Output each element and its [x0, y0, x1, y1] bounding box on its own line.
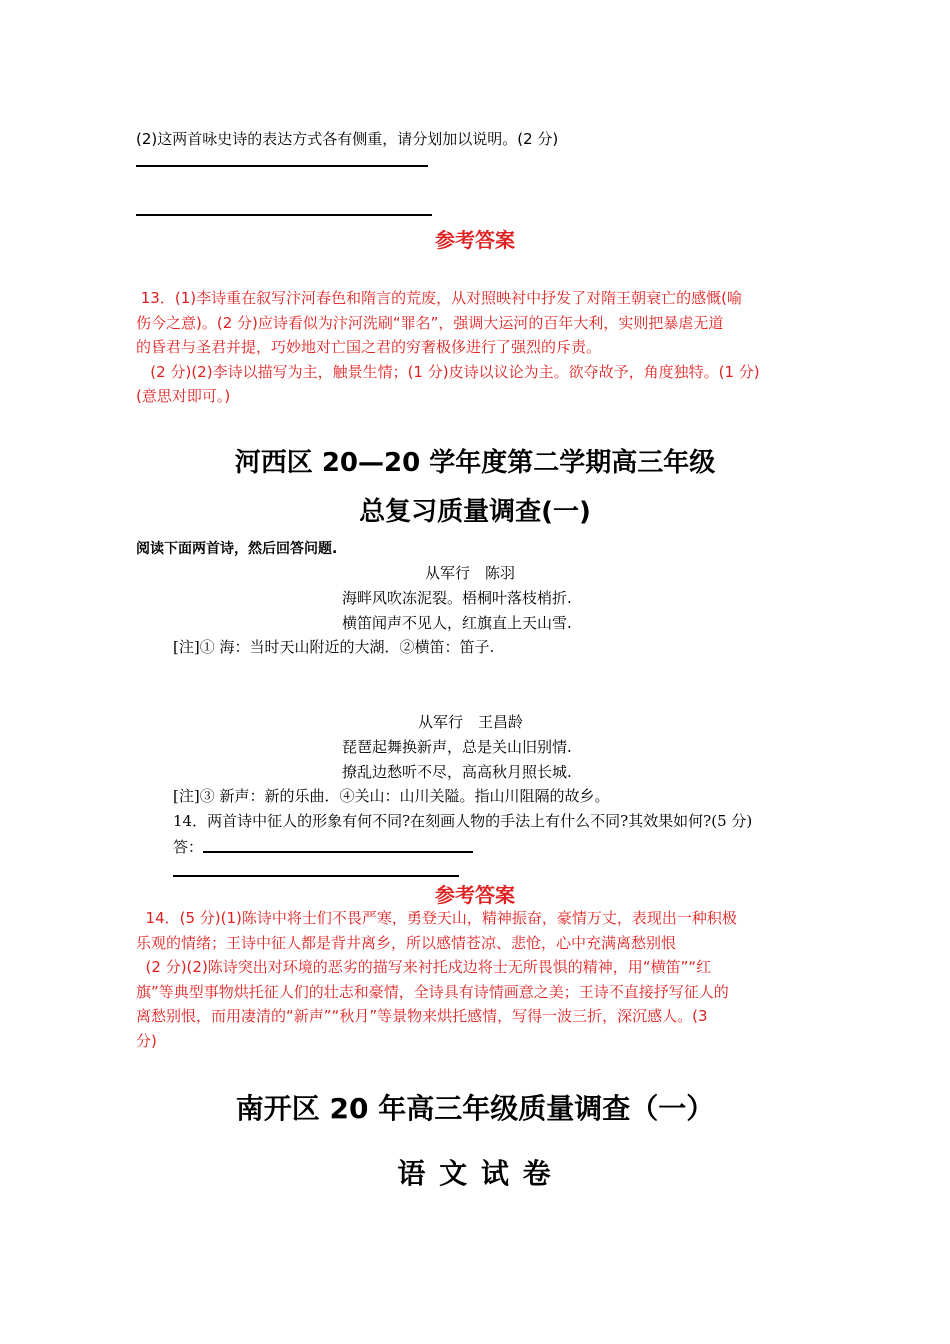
poem-2-title: 从军行 王昌龄 [418, 713, 524, 731]
poem-1-title: 从军行 陈羽 [425, 564, 516, 582]
answer-line-text: (2 分)(2)陈诗突出对环境的恶劣的描写来衬托戍边将士无所畏惧的精神，用“横笛”“红 [136, 958, 712, 976]
answer-line-text: (2 分)(2)李诗以描写为主，触景生情；(1 分)皮诗以议论为主。欲夺故予，角度独特。(1 分) [136, 362, 760, 381]
answer-heading: 参考答案 [435, 228, 515, 252]
answer-line-text: 分) [136, 1031, 157, 1050]
answer-heading: 参考答案 [435, 883, 515, 907]
answer-line [173, 875, 459, 877]
poem-1-note: [注]① 海：当时天山附近的大湖．②横笛：笛子. [173, 638, 495, 656]
answer-line-text: 离愁别恨，而用凄清的“新声”“秋月”等景物来烘托感情，写得一波三折，深沉感人。(3 [136, 1007, 708, 1025]
question-14: 14．两首诗中征人的形象有何不同?在刻画人物的手法上有什么不同?其效果如何?(5 分) [173, 812, 753, 830]
answer-line-text: 的昏君与圣君并提，巧妙地对亡国之君的穷奢极侈进行了强烈的斥责。 [136, 338, 602, 356]
instruction: 阅读下面两首诗，然后回答问题. [136, 541, 338, 557]
answer-line [136, 214, 432, 216]
answer-14 [136, 906, 836, 1053]
poem-2-note: [注]③ 新声：新的乐曲．④关山：山川关隘。指山川阻隔的故乡。 [173, 787, 610, 805]
poem-1-line: 横笛闻声不见人，红旗直上天山雪. [342, 614, 572, 632]
answer-13 [136, 286, 826, 409]
answer-line [136, 165, 428, 167]
section-title: 河西区 20—20 学年度第二学期高三年级 [234, 448, 716, 478]
section-subtitle: 语 文 试 卷 [397, 1157, 553, 1190]
question-13-2: (2)这两首咏史诗的表达方式各有侧重，请分划加以说明。(2 分) [136, 130, 559, 148]
answer-line-text: 旗”等典型事物烘托征人们的壮志和豪情，全诗具有诗情画意之美；王诗不直接抒写征人的 [136, 982, 729, 1001]
answer-line-text: (意思对即可。) [136, 387, 231, 405]
answer-line-text: 乐观的情绪；王诗中征人都是背井离乡，所以感情苍凉、悲怆，心中充满离愁别恨 [136, 933, 677, 952]
answer-line-text: 13．(1)李诗重在叙写汴河春色和隋言的荒废，从对照映衬中抒发了对隋王朝衰亡的感慨(喻 [136, 289, 742, 307]
answer-prefix: 答： [173, 838, 204, 856]
section-title: 南开区 20 年高三年级质量调查（一） [235, 1092, 715, 1125]
poem-1-line: 海畔风吹冻泥裂。梧桐叶落枝梢折. [342, 589, 572, 607]
poem-2-line: 琵琶起舞换新声，总是关山旧别情. [342, 738, 572, 756]
answer-line [203, 851, 473, 853]
answer-line-text: 伤今之意)。(2 分)应诗看似为汴河洗刷“罪名”，强调大运河的百年大利，实则把暴虐无道 [136, 313, 724, 332]
poem-2-line: 撩乱边愁听不尽，高高秋月照长城. [342, 763, 572, 781]
section-subtitle: 总复习质量调查(一) [359, 497, 591, 527]
answer-line-text: 14．(5 分)(1)陈诗中将士们不畏严寒，勇登天山，精神振奋，豪情万丈，表现出一种积极 [136, 909, 737, 927]
